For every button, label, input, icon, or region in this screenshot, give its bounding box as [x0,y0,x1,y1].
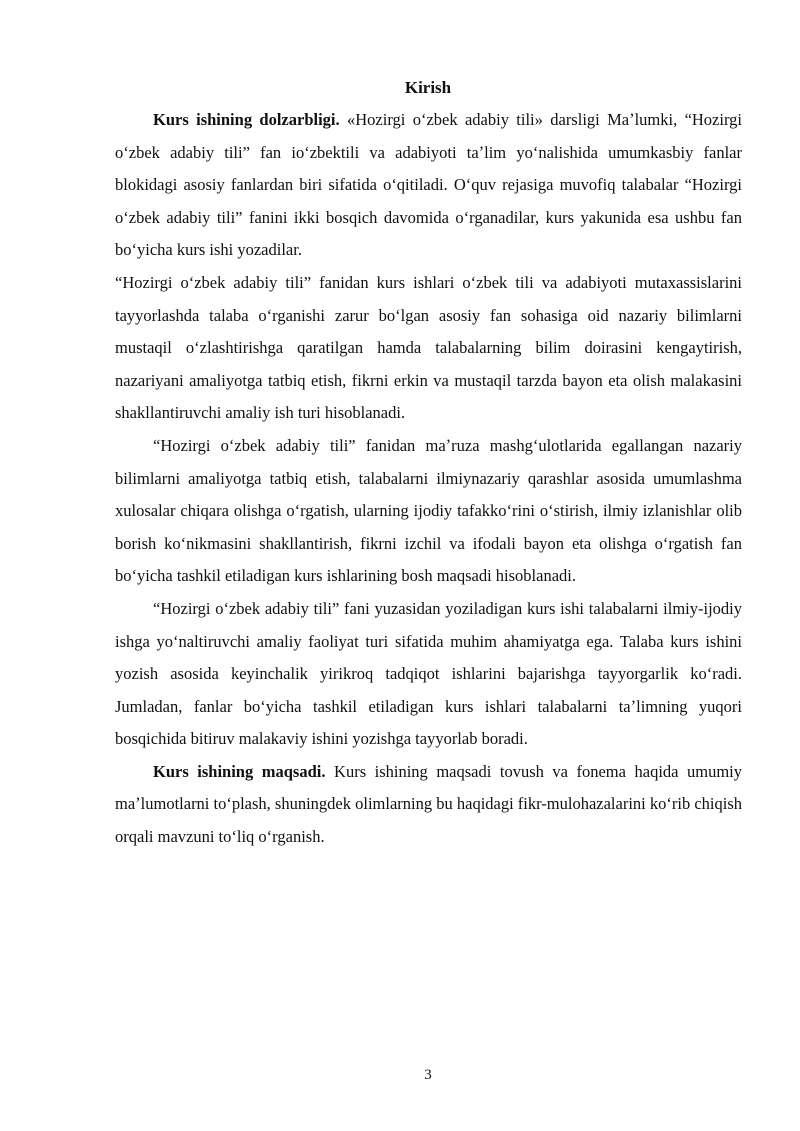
relevance-text: «Hozirgi oʻzbek adabiy tili» darsligi Maʼlumki, “Hozirgi oʻzbek adabiy tili” fan ioʻzbektili va adabiyoti taʼlim yoʻnalishida umumkasbiy fanlar blokidagi asosiy fanlardan biri sifatida oʻqitiladi. Oʻquv rejasiga muvofiq talabalar “Hozirgi oʻzbek adabiy tili” fanini ikki bosqich davomida oʻrganadilar, kurs yakunida esa ushbu fan boʻyicha kurs ishi yozadilar. [115,110,742,260]
course-work-importance-text: “Hozirgi oʻzbek adabiy tili” fani yuzasidan yoziladigan kurs ishi talabalarni ilmiy-ijodiy ishga yoʻnaltiruvchi amaliy faoliyat turi sifatida muhim ahamiyatga ega. Talaba kurs ishini yozish asosida keyinchalik yirikroq tadqiqot ishlarini bajarishga tayyorgarlik koʻradi. Jumladan, fanlar boʻyicha tashkil etiladigan kurs ishlari talabalarni taʼlimning yuqori bosqichida bitiruv malakaviy ishini yozishga tayyorlab boradi. [115,598,742,749]
paragraph-course-work-goal [115,430,742,593]
paragraph-course-work-importance [115,593,742,756]
page-title: Kirish [404,78,452,97]
course-work-goal-text: “Hozirgi oʻzbek adabiy tili” fanidan maʼruza mashgʻulotlarida egallangan nazariy bilimlarni amaliyotga tatbiq etish, talabalarni ilmiynazariy qarashlar asosida umumlashma xulosalar chiqara olishga oʻrgatish, ularning ijodiy tafakkoʻrini oʻstirish, ilmiy izlanishlar olib borish koʻnikmasini shakllantirish, fikrni izchil va ifodali bayon eta olishga oʻrgatish fan boʻyicha tashkil etiladigan kurs ishlarining bosh maqsadi hisoblanadi. [115,435,742,586]
document-body [115,104,742,854]
paragraph-aim [115,756,742,854]
relevance-heading: Kurs ishining dolzarbligi. [153,110,340,129]
paragraph-course-work-role [115,267,742,430]
page-number: 3 [424,1067,432,1083]
aim-text: Kurs ishining maqsadi tovush va fonema haqida umumiy maʼlumotlarni toʻplash, shuningdek olimlarning bu haqidagi fikr-mulohazalarini koʻrib chiqish orqali mavzuni toʻliq oʻrganish. [115,761,743,847]
aim-heading: Kurs ishining maqsadi. [153,761,326,781]
paragraph-relevance [115,104,742,267]
course-work-role-text: “Hozirgi oʻzbek adabiy tili” fanidan kurs ishlari oʻzbek tili va adabiyoti mutaxassislarini tayyorlashda talaba oʻrganishi zarur boʻlgan asosiy fan sohasiga oid nazariy bilimlarni mustaqil oʻzlashtirishga qaratilgan hamda talabalarning bilim doirasini kengaytirish, nazariyani amaliyotga tatbiq etish, fikrni erkin va mustaqil tarzda bayon eta olish malakasini shakllantiruvchi amaliy ish turi hisoblanadi. [115,272,742,423]
